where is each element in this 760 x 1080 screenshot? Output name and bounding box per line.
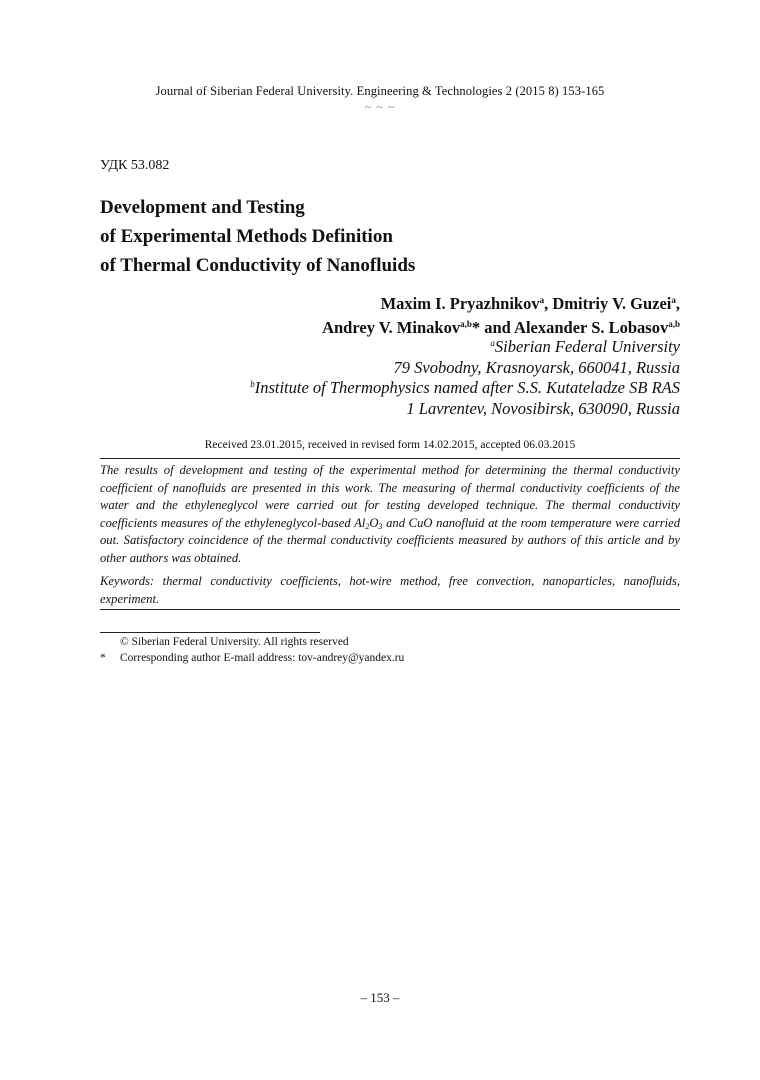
author-affiliation-mark: a,b <box>460 319 472 329</box>
title-line: Development and Testing <box>100 197 305 218</box>
affiliation-b-address: 1 Lavrentev, Novosibirsk, 630090, Russia <box>406 398 680 418</box>
title-line: of Thermal Conductivity of Nanofluids <box>100 255 416 276</box>
author-name: Andrey V. Minakov <box>322 318 461 337</box>
keywords: Keywords: thermal conductivity coefficients, hot-wire method, free convection, nanoparticles, nanofluids, experiment. <box>100 574 680 606</box>
corresponding-star: * <box>471 318 481 337</box>
abstract <box>100 462 680 568</box>
footnote-text: Corresponding author E-mail address: tov-andrey@yandex.ru <box>120 651 405 664</box>
footnotes <box>100 635 680 666</box>
copyright-footnote <box>100 635 680 651</box>
author-affiliation-mark: a,b <box>668 319 680 329</box>
author-affiliation-mark: a <box>671 295 676 305</box>
author-name: Maxim I. Pryazhnikov <box>380 294 540 313</box>
page-number: – 153 – <box>360 990 400 1005</box>
footnote-rule <box>100 632 320 633</box>
affiliation-mark: a <box>490 338 495 348</box>
affiliation-name: Siberian Federal University <box>494 337 680 356</box>
author-list <box>80 292 680 340</box>
abstract-top-rule <box>100 458 680 459</box>
affiliations <box>80 337 680 419</box>
affiliation-name: Institute of Thermophysics named after S.S. Kutateladze SB RAS <box>254 378 680 397</box>
received-dates: Received 23.01.2015, received in revised form 14.02.2015, accepted 06.03.2015 <box>204 439 576 451</box>
author-line: Maxim I. Pryazhnikov$^a$, Dmitriy V. Guzei$^a$, <box>380 294 680 313</box>
author-conjunction: and <box>484 318 511 337</box>
affiliation-a-address: 79 Svobodny, Krasnoyarsk, 660041, Russia <box>393 357 680 377</box>
abstract-text: and CuO nanofluid at the room temperature were carried out. Satisfactory coincidence of the thermal conductivity coefficients measured by authors of this article and by other authors was obtained. <box>100 515 680 565</box>
author-affiliation-mark: a <box>539 295 545 305</box>
footnote-text: © Siberian Federal University. All rights reserved <box>120 636 349 648</box>
abstract-bottom-rule <box>100 609 680 610</box>
udk-code: УДК 53.082 <box>100 158 170 173</box>
author-name: Dmitriy V. Guzei <box>552 294 672 313</box>
footnote-mark: * <box>100 651 106 664</box>
journal-header: Journal of Siberian Federal University. Engineering & Technologies 2 (2015 8) 153-165 <box>155 84 605 98</box>
affiliation-mark: b <box>250 379 255 389</box>
abstract-text: The results of development and testing of the experimental method for determining the thermal conductivity coefficient of nanofluids are presented in this work. The measuring of thermal conductivity coefficients of the water and the ethyleneglycol were carried out for testing developed technique. The thermal conductivity coefficients measures of the ethyleneglycol-based Al <box>100 463 680 530</box>
title-line: of Experimental Methods Definition <box>100 226 393 247</box>
affiliation-b <box>80 378 680 399</box>
affiliation-a <box>80 337 680 358</box>
header-ornament: ~ ~ ~ <box>364 100 396 114</box>
abstract-text: O <box>369 515 379 530</box>
paper-title <box>100 193 660 280</box>
corresponding-footnote <box>100 651 680 667</box>
subscript: 3 <box>378 521 383 531</box>
subscript: 2 <box>365 521 370 531</box>
author-name: Alexander S. Lobasov <box>514 318 669 337</box>
